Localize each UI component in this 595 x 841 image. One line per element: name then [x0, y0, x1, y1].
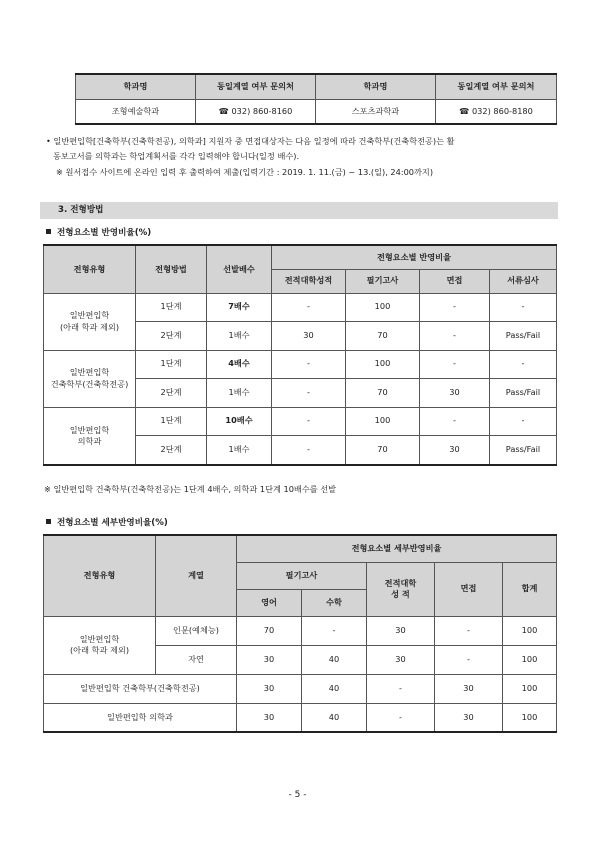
contact-phone-1: ☎ 032) 860-8160 [196, 99, 316, 124]
t1-cell: - [272, 435, 346, 465]
table-row [44, 293, 557, 321]
contact-header-inquiry-2: 동일계열 여부 문의처 [436, 74, 557, 99]
t2-header-prev-grade: 전적대학 성 적 [367, 562, 435, 616]
table2-heading: 전형요소별 세부반영비율(%) [46, 516, 168, 528]
t1-type-cell: 일반편입학 (아래 학과 제외) [44, 293, 136, 350]
t1-header-prev-grade: 전적대학성적 [272, 269, 346, 293]
t2-cell: 100 [503, 703, 557, 732]
table-row [44, 350, 557, 378]
page-number: - 5 - [288, 790, 307, 800]
t2-cell: 40 [302, 645, 367, 674]
t1-cell: - [272, 350, 346, 378]
t2-header-english: 영어 [237, 589, 302, 616]
t1-cell: 1배수 [207, 321, 272, 350]
t2-cell: - [367, 703, 435, 732]
t1-cell: - [272, 293, 346, 321]
t1-cell: 2단계 [136, 378, 207, 407]
t2-cell: - [367, 674, 435, 703]
selection-ratio-table [43, 244, 557, 466]
contact-header-dept-1: 학과명 [76, 74, 196, 99]
t1-cell: 100 [346, 293, 420, 321]
contact-header-inquiry-1: 동일계열 여부 문의처 [196, 74, 316, 99]
t2-header-interview: 면접 [435, 562, 503, 616]
t1-cell: 2단계 [136, 435, 207, 465]
t2-cell: 100 [503, 674, 557, 703]
t1-cell: 70 [346, 435, 420, 465]
t2-cell: 30 [237, 703, 302, 732]
t1-header-interview: 면접 [420, 269, 490, 293]
t1-cell: - [420, 407, 490, 435]
square-bullet-icon [46, 519, 51, 524]
t1-header-method: 전형방법 [136, 245, 207, 293]
t2-cell: 30 [367, 616, 435, 645]
t1-header-documents: 서류심사 [490, 269, 557, 293]
t1-cell: 30 [272, 321, 346, 350]
t2-cell: 인문(예체능) [156, 616, 237, 645]
notice-line-2: 동보고서를 의학과는 학업계획서를 각각 입력해야 합니다(일정 배수). [53, 151, 300, 161]
t2-cell: 30 [367, 645, 435, 674]
t2-header-type: 전형유형 [44, 535, 156, 616]
table-row [44, 703, 557, 732]
t2-cell: 100 [503, 616, 557, 645]
t2-cell: 40 [302, 674, 367, 703]
t1-cell: 70 [346, 378, 420, 407]
t1-type-cell: 일반편입학 건축학부(건축학전공) [44, 350, 136, 407]
t2-cell: - [435, 616, 503, 645]
t1-cell: - [490, 350, 557, 378]
section-title: 3. 전형방법 [58, 205, 104, 215]
t2-cell: - [435, 645, 503, 674]
notice-line-3: ※ 원서접수 사이트에 온라인 입력 후 출력하여 제출(입력기간 : 2019. 1. 11.(금) ~ 13.(일), 24:00까지) [56, 167, 434, 177]
t1-cell: Pass/Fail [490, 435, 557, 465]
t1-header-group: 전형요소별 반영비율 [272, 245, 557, 269]
t1-cell: - [490, 407, 557, 435]
square-bullet-icon [46, 229, 51, 234]
t1-cell: - [272, 378, 346, 407]
t1-cell: 100 [346, 407, 420, 435]
notice-line-1: • 일반편입학[건축학부(건축학전공), 의학과] 지원자 중 면접대상자는 다음 일정에 따라 건축학부(건축학전공)는 활 [46, 136, 455, 146]
table1-footnote: ※ 일반편입학 건축학부(건축학전공)는 1단계 4배수, 의학과 1단계 10배수를 선발 [44, 484, 337, 494]
t2-cell: - [302, 616, 367, 645]
t1-cell: 4배수 [207, 350, 272, 378]
t2-cell: 30 [237, 645, 302, 674]
t1-cell: 100 [346, 350, 420, 378]
t1-cell: 1단계 [136, 293, 207, 321]
t2-header-math: 수학 [302, 589, 367, 616]
t2-cell: 일반편입학 의학과 [44, 703, 237, 732]
t1-cell: Pass/Fail [490, 378, 557, 407]
t1-cell: 7배수 [207, 293, 272, 321]
contact-table [75, 73, 557, 125]
t1-cell: 1배수 [207, 378, 272, 407]
t1-cell: - [272, 407, 346, 435]
contact-dept-1: 조형예술학과 [76, 99, 196, 124]
t1-cell: 30 [420, 378, 490, 407]
t2-cell: 일반편입학 건축학부(건축학전공) [44, 674, 237, 703]
t1-cell: 30 [420, 435, 490, 465]
t1-cell: 1단계 [136, 407, 207, 435]
t1-cell: 10배수 [207, 407, 272, 435]
t1-cell: - [420, 293, 490, 321]
t1-cell: 70 [346, 321, 420, 350]
table1-heading: 전형요소별 반영비율(%) [46, 226, 151, 238]
table-row [44, 407, 557, 435]
contact-phone-2: ☎ 032) 860-8180 [436, 99, 557, 124]
section-title-bar [40, 202, 558, 219]
t1-cell: 1배수 [207, 435, 272, 465]
contact-header-dept-2: 학과명 [316, 74, 436, 99]
table-row [44, 674, 557, 703]
t1-cell: Pass/Fail [490, 321, 557, 350]
t2-cell: 30 [435, 703, 503, 732]
t2-header-total: 합계 [503, 562, 557, 616]
t1-cell: 2단계 [136, 321, 207, 350]
t1-cell: - [420, 350, 490, 378]
t2-type-cell: 일반편입학 (아래 학과 제외) [44, 616, 156, 674]
t2-cell: 70 [237, 616, 302, 645]
t1-header-type: 전형유형 [44, 245, 136, 293]
t2-cell: 30 [435, 674, 503, 703]
t2-cell: 자연 [156, 645, 237, 674]
t1-cell: - [490, 293, 557, 321]
detail-ratio-table [43, 534, 557, 733]
t1-cell: 1단계 [136, 350, 207, 378]
t2-header-track: 계열 [156, 535, 237, 616]
t1-header-multiple: 선발배수 [207, 245, 272, 293]
t2-cell: 30 [237, 674, 302, 703]
table-row [44, 616, 557, 645]
t2-cell: 100 [503, 645, 557, 674]
t1-header-written: 필기고사 [346, 269, 420, 293]
t2-header-written: 필기고사 [237, 562, 367, 589]
t2-header-group: 전형요소별 세부반영비율 [237, 535, 557, 562]
contact-dept-2: 스포츠과학과 [316, 99, 436, 124]
t2-cell: 40 [302, 703, 367, 732]
t1-type-cell: 일반편입학 의학과 [44, 407, 136, 465]
t1-cell: - [420, 321, 490, 350]
